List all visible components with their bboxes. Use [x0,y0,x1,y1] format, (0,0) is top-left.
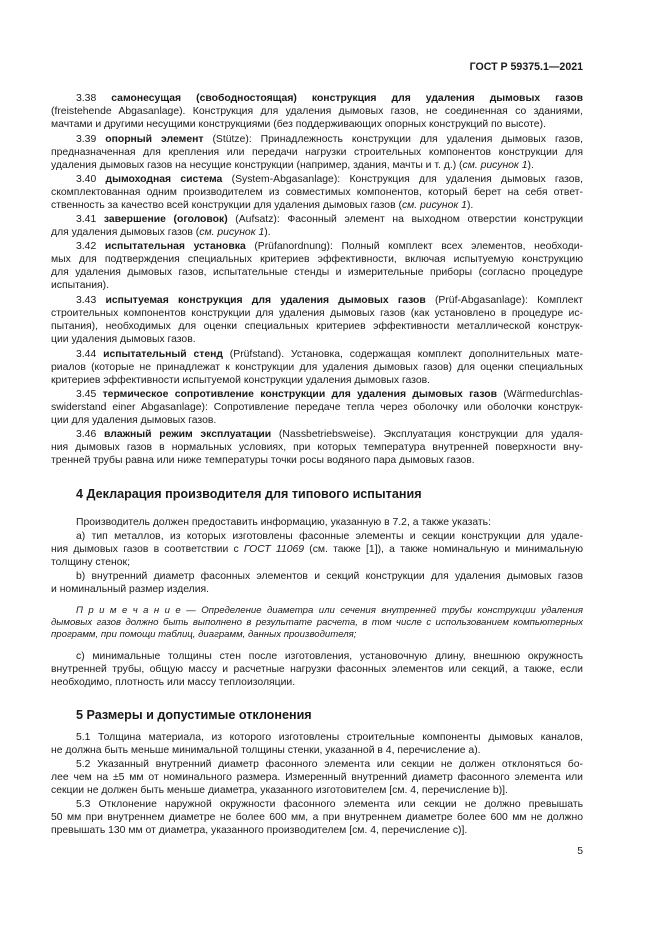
item-c-line-3: необходимо, плотность или массу теплоизоляции. [51,677,296,688]
clause-3-42-line-2: мых для подтверждения специальных критериев эффективности, включая испытуемую конструкцию [51,254,583,265]
clause-3-39-line-3: удаления дымовых газов на несущие конструкции (например, здания, мачты и т. д.) (см. рисунок 1). [51,160,534,171]
item-b-line-1: b) внутренний диаметр фасонных элементов и секций конструкции для удаления дымовых газов [76,571,583,582]
clause-3-43-line-1: 3.43 испытуемая конструкция для удаления дымовых газов (Prüf-Abgasanlage): Комплект [76,295,583,306]
clause-3-46-line-1: 3.46 влажный режим эксплуатации (Nassbetriebsweise). Эксплуатация конструкции для удаля- [76,429,583,440]
clause-3-40-line-3: ственность за качество всей конструкции для удаления дымовых газов (см. рисунок 1). [51,200,474,211]
clause-5-3-line-1: 5.3 Отклонение наружной окружности фасонного элемента или секции не должно превышать [76,799,583,810]
clause-3-45-line-2: swiderstand einer Abgasanlage): Сопротивление передаче тепла через оболочку или оболочки конструк- [51,402,583,413]
note-line-2: дымовых газов должно быть выполнено в результате расчета, в том числе с использованием компьютерных [51,617,583,628]
clause-3-43-line-4: ции удаления дымовых газов. [51,334,196,345]
clause-3-46-line-3: тренней трубы равна или ниже температуры точки росы водяного пара дымовых газов. [51,455,475,466]
standard-designation: ГОСТ Р 59375.1—2021 [469,61,583,73]
clause-3-45-line-1: 3.45 термическое сопротивление конструкции для удаления дымовых газов (Wärmedurchlas- [76,389,584,400]
section-5-heading: 5 Размеры и допустимые отклонения [76,708,312,722]
page-number: 5 [577,846,583,857]
item-a-line-3: толщину стенок; [51,557,130,568]
note-line-1: П р и м е ч а н и е — Определение диаметра или сечения внутренней трубы конструкции удаления [76,605,584,616]
clause-5-3-line-2: 50 мм при внутреннем диаметре не более 600 мм, а при внутреннем диаметре более 600 мм не должно [51,812,583,823]
clause-5-3-line-3: превышать 130 мм от диаметра, указанного производителем [см. 4, перечисление c)]. [51,825,468,836]
clause-5-2-line-1: 5.2 Указанный внутренний диаметр фасонного элемента или секции не должен отклоняться бо- [76,759,583,770]
clause-3-41-line-1: 3.41 завершение (оголовок) (Aufsatz): Фасонный элемент на выходном отверстии конструкции [76,214,583,225]
item-a-line-1: a) тип металлов, из которых изготовлены фасонные элементы и секции конструкции для удале- [76,531,583,542]
clause-3-44-line-1: 3.44 испытательный стенд (Prüfstand). Установка, содержащая комплект дополнительных мате- [76,349,583,360]
clause-3-44-line-2: риалов (которые не принадлежат к конструкции для удаления дымовых газов) для оценки специальных [51,362,583,373]
clause-3-43-line-2: строительных компонентов конструкции для удаления дымовых газов (как установлено в процедуре ис- [51,308,583,319]
clause-3-39-line-1: 3.39 опорный элемент (Stütze): Принадлежность конструкции для удаления дымовых газов, [76,134,583,145]
clause-3-38-line-1: 3.38 самонесущая (свободностоящая) конструкция для удаления дымовых газов [76,93,584,104]
clause-3-45-line-3: ции для удаления дымовых газов. [51,415,217,426]
clause-5-2-line-3: секции не должен быть меньше диаметра, указанного изготовителем [см. 4, перечисление b)]. [51,785,508,796]
clause-3-38-line-2: (freistehende Abgasanlage). Конструкция для удаления дымовых газов, не соединенная со зданиями, [51,106,583,117]
section-4-intro: Производитель должен предоставить информацию, указанную в 7.2, а также указать: [76,517,491,528]
clause-3-40-line-1: 3.40 дымоходная система (System-Abgasanlage): Конструкция для удаления дымовых газов, [76,174,583,185]
clause-5-1-line-2: не должна быть меньше минимальной толщины стенки, указанной в 4, перечисление a). [51,745,481,756]
clause-3-42-line-1: 3.42 испытательная установка (Prüfanordnung): Полный комплект всех элементов, необходи- [76,241,583,252]
clause-3-40-line-2: скомплектованная одним производителем из совместимых компонентов, который берет на себя ответ- [51,187,583,198]
clause-3-41-line-2: для удаления дымовых газов (см. рисунок 1). [51,227,271,238]
clause-3-44-line-3: критериев эффективности испытуемой конструкции удаления дымовых газов. [51,375,430,386]
item-c-line-2: внутренней трубы, общую массу и расчетные нагрузки фасонных элементов или секций, а также, если [51,664,583,675]
clause-5-2-line-2: лее чем на ±5 мм от номинального размера. Измеренный внутренний диаметр фасонного элемента или [51,772,583,783]
clause-3-46-line-2: ния дымовых газов в нормальных условиях, при которых температура внутренней поверхности вну- [51,442,583,453]
clause-3-43-line-3: пытания), необходимых для оценки специальных критериев эффективности металлической конструк- [51,321,583,332]
clause-3-38-line-3: мачтами и другими несущими конструкциями (без поддерживающих опорных конструкций по высоте). [51,119,546,130]
item-c-line-1: c) минимальные толщины стен после изготовления, установочную длину, внешнюю окружность [76,651,583,662]
clause-3-42-line-4: испытания). [51,280,110,291]
clause-3-39-line-2: предназначенная для крепления или передачи нагрузки строительных компонентов конструкции для [51,147,583,158]
item-a-line-2: ния дымовых газов в соответствии с ГОСТ 11069 (см. также [1]), а также номинальную и минимальную [51,544,583,555]
clause-3-42-line-3: для удаления дымовых газов, испытательные стенды и измерительные приборы (согласно процедуре [51,267,583,278]
item-b-line-2: и номинальный размер изделия. [51,584,210,595]
clause-5-1-line-1: 5.1 Толщина материала, из которого изготовлены строительные компоненты дымовых каналов, [76,732,583,743]
section-4-heading: 4 Декларация производителя для типового испытания [76,487,422,501]
note-line-3: программ, при помощи таблиц, диаграмм, данных производителя; [51,629,357,640]
